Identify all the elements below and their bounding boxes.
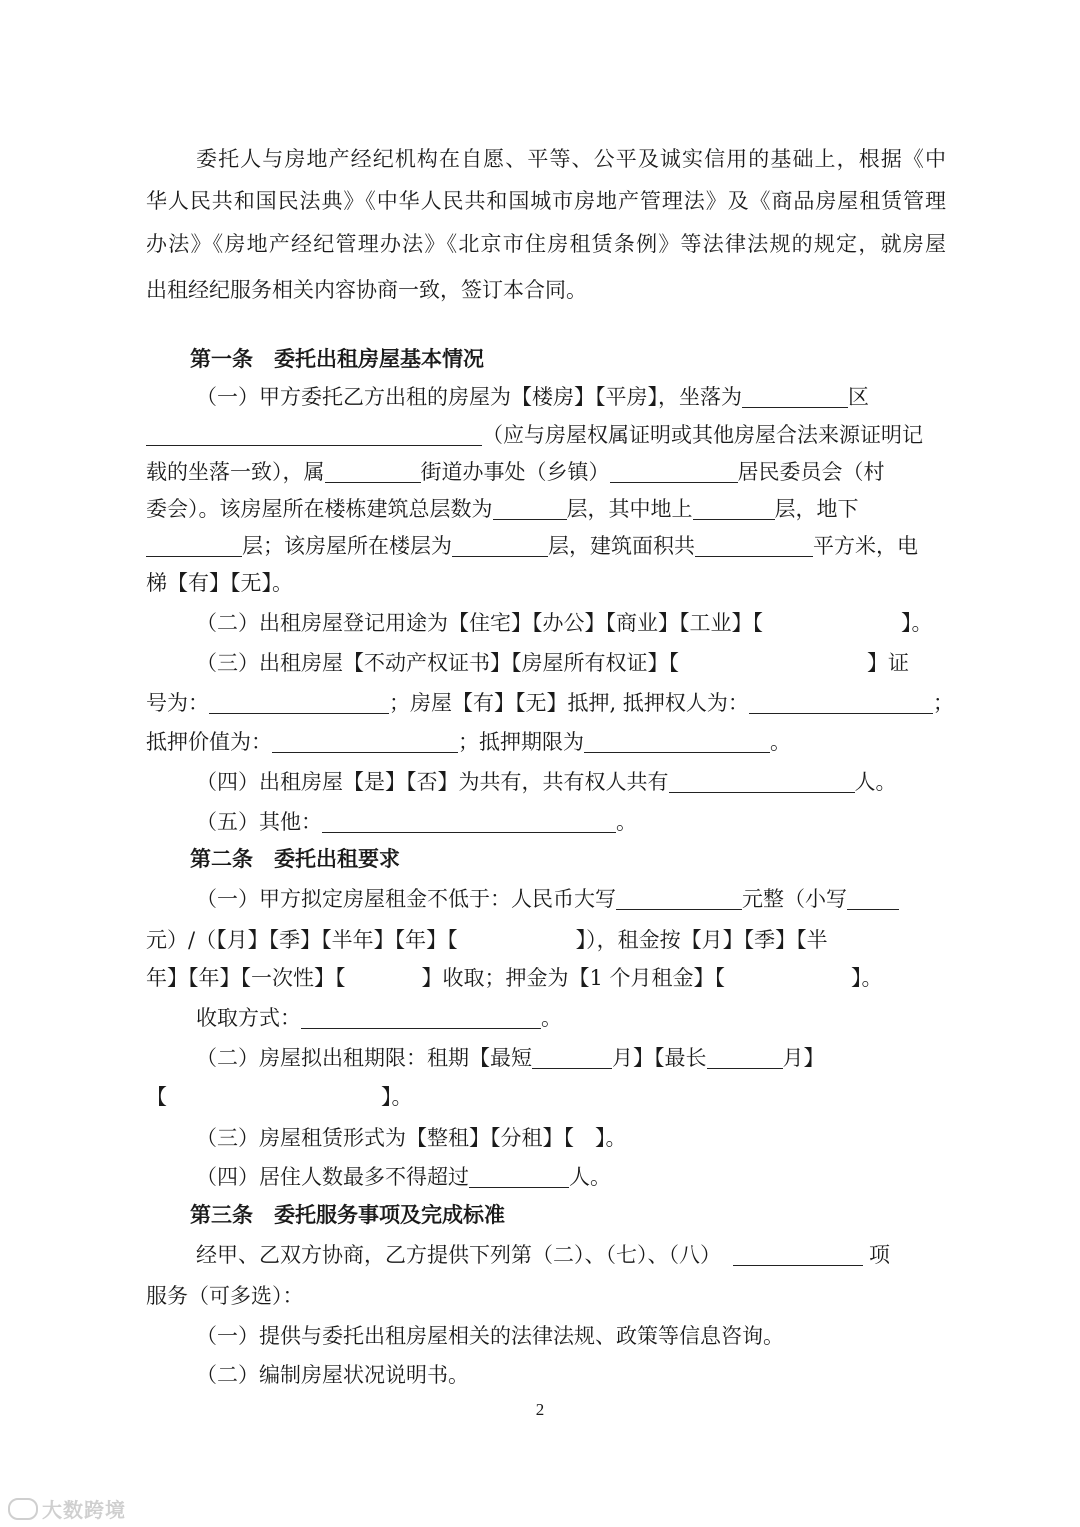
rent-figure-blank[interactable] xyxy=(847,887,899,910)
intro-line-4: 出租经纪服务相关内容协商一致，签订本合同。 xyxy=(146,278,587,302)
article-3-item-1: （一）提供与委托出租房屋相关的法律法规、政策等信息咨询。 xyxy=(196,1324,784,1348)
article-1-item-1-line-5: 层；该房屋所在楼层为 层，建筑面积共 平方米，电 xyxy=(146,532,946,560)
intro-line-2: 华人民共和国民法典》《中华人民共和国城市房地产管理法》及《商品房屋租赁管理 xyxy=(146,189,946,213)
cert-number-blank[interactable] xyxy=(209,691,389,714)
article-3-item-2: （二）编制房屋状况说明书。 xyxy=(196,1363,469,1387)
floor-blank[interactable] xyxy=(452,534,548,557)
article-1-title: 第一条 委托出租房屋基本情况 xyxy=(190,346,484,371)
article-2-item-1-line-2: 元）/（【月】【季】【半年】【年】【 】），租金按【月】【季】【半 xyxy=(146,928,828,952)
article-1-item-4: （四）出租房屋【是】【否】为共有，共有权人共有 人。 xyxy=(196,770,897,794)
article-3-intro-line-1: 经甲、乙双方协商，乙方提供下列第（二）、（七）、（八） 项 xyxy=(196,1243,890,1267)
location-district-blank[interactable] xyxy=(742,385,848,408)
payment-method-blank[interactable] xyxy=(301,1006,541,1029)
page-number: 2 xyxy=(535,1400,545,1419)
other-blank[interactable] xyxy=(322,810,616,833)
article-2-item-1-line-3: 年】【年】【一次性】【 】收取；押金为【1 个月租金】【 】。 xyxy=(146,966,883,990)
article-1-item-3-line-2: 号为： ；房屋【有】【无】抵押, 抵押权人为： ； xyxy=(146,691,954,715)
article-2-item-2-line-2: 【 】。 xyxy=(146,1085,413,1109)
min-term-blank[interactable] xyxy=(532,1046,612,1069)
intro-line-3: 办法》《房地产经纪管理办法》《北京市住房租赁条例》等法律法规的规定，就房屋 xyxy=(146,232,946,256)
article-2-item-2-line-1: （二）房屋拟出租期限：租期【最短 月】【最长 月】 xyxy=(196,1046,825,1070)
subdistrict-blank[interactable] xyxy=(325,460,421,483)
article-2-item-4: （四）居住人数最多不得超过 人。 xyxy=(196,1165,611,1189)
article-2-item-1-line-1: （一）甲方拟定房屋租金不低于：人民币大写 元整（小写 xyxy=(196,885,946,913)
article-2-item-3: （三）房屋租赁形式为【整租】【分租】【 】。 xyxy=(196,1126,627,1150)
mortgagee-blank[interactable] xyxy=(749,691,933,714)
co-owners-blank[interactable] xyxy=(669,770,855,793)
article-1-item-5: （五）其他： 。 xyxy=(196,810,637,834)
article-1-item-1-line-2: （应与房屋权属证明或其他房屋合法来源证明记 xyxy=(146,421,946,449)
location-address-blank[interactable] xyxy=(146,423,482,446)
watermark: 大数跨境 xyxy=(8,1494,126,1523)
article-2-title: 第二条 委托出租要求 xyxy=(190,846,400,871)
article-1-item-3-line-3: 抵押价值为： ；抵押期限为 。 xyxy=(146,730,791,754)
committee-blank[interactable] xyxy=(610,460,738,483)
intro-line-1: 委托人与房地产经纪机构在自愿、平等、公平及诚实信用的基础上，根据《中 xyxy=(196,147,946,171)
max-occupants-blank[interactable] xyxy=(469,1165,569,1188)
article-1-item-3-line-1: （三）出租房屋【不动产权证书】【房屋所有权证】【 】证 xyxy=(196,651,909,675)
mortgage-term-blank[interactable] xyxy=(584,730,770,753)
article-1-item-1-line-1: （一）甲方委托乙方出租的房屋为【楼房】【平房】，坐落为 区 xyxy=(196,385,869,409)
article-1-item-1-line-6: 梯【有】【无】。 xyxy=(146,571,293,595)
above-ground-blank[interactable] xyxy=(693,497,775,520)
article-3-intro-line-2: 服务（可多选）： xyxy=(146,1284,304,1308)
rent-capital-blank[interactable] xyxy=(616,887,742,910)
below-ground-blank[interactable] xyxy=(146,534,242,557)
area-blank[interactable] xyxy=(695,534,813,557)
total-floors-blank[interactable] xyxy=(493,497,567,520)
article-1-item-2: （二）出租房屋登记用途为【住宅】【办公】【商业】【工业】【 】。 xyxy=(196,611,933,635)
article-1-item-1-line-4: 委会）。该房屋所在楼栋建筑总层数为 层，其中地上 层，地下 xyxy=(146,497,859,521)
services-blank[interactable] xyxy=(733,1243,863,1266)
watermark-logo-icon xyxy=(8,1498,38,1520)
max-term-blank[interactable] xyxy=(707,1046,783,1069)
article-2-item-1-line-4: 收取方式： 。 xyxy=(196,1006,562,1030)
article-3-title: 第三条 委托服务事项及完成标准 xyxy=(190,1202,505,1227)
mortgage-value-blank[interactable] xyxy=(272,730,458,753)
article-1-item-1-line-3: 载的坐落一致），属 街道办事处（乡镇） 居民委员会（村 xyxy=(146,460,885,484)
